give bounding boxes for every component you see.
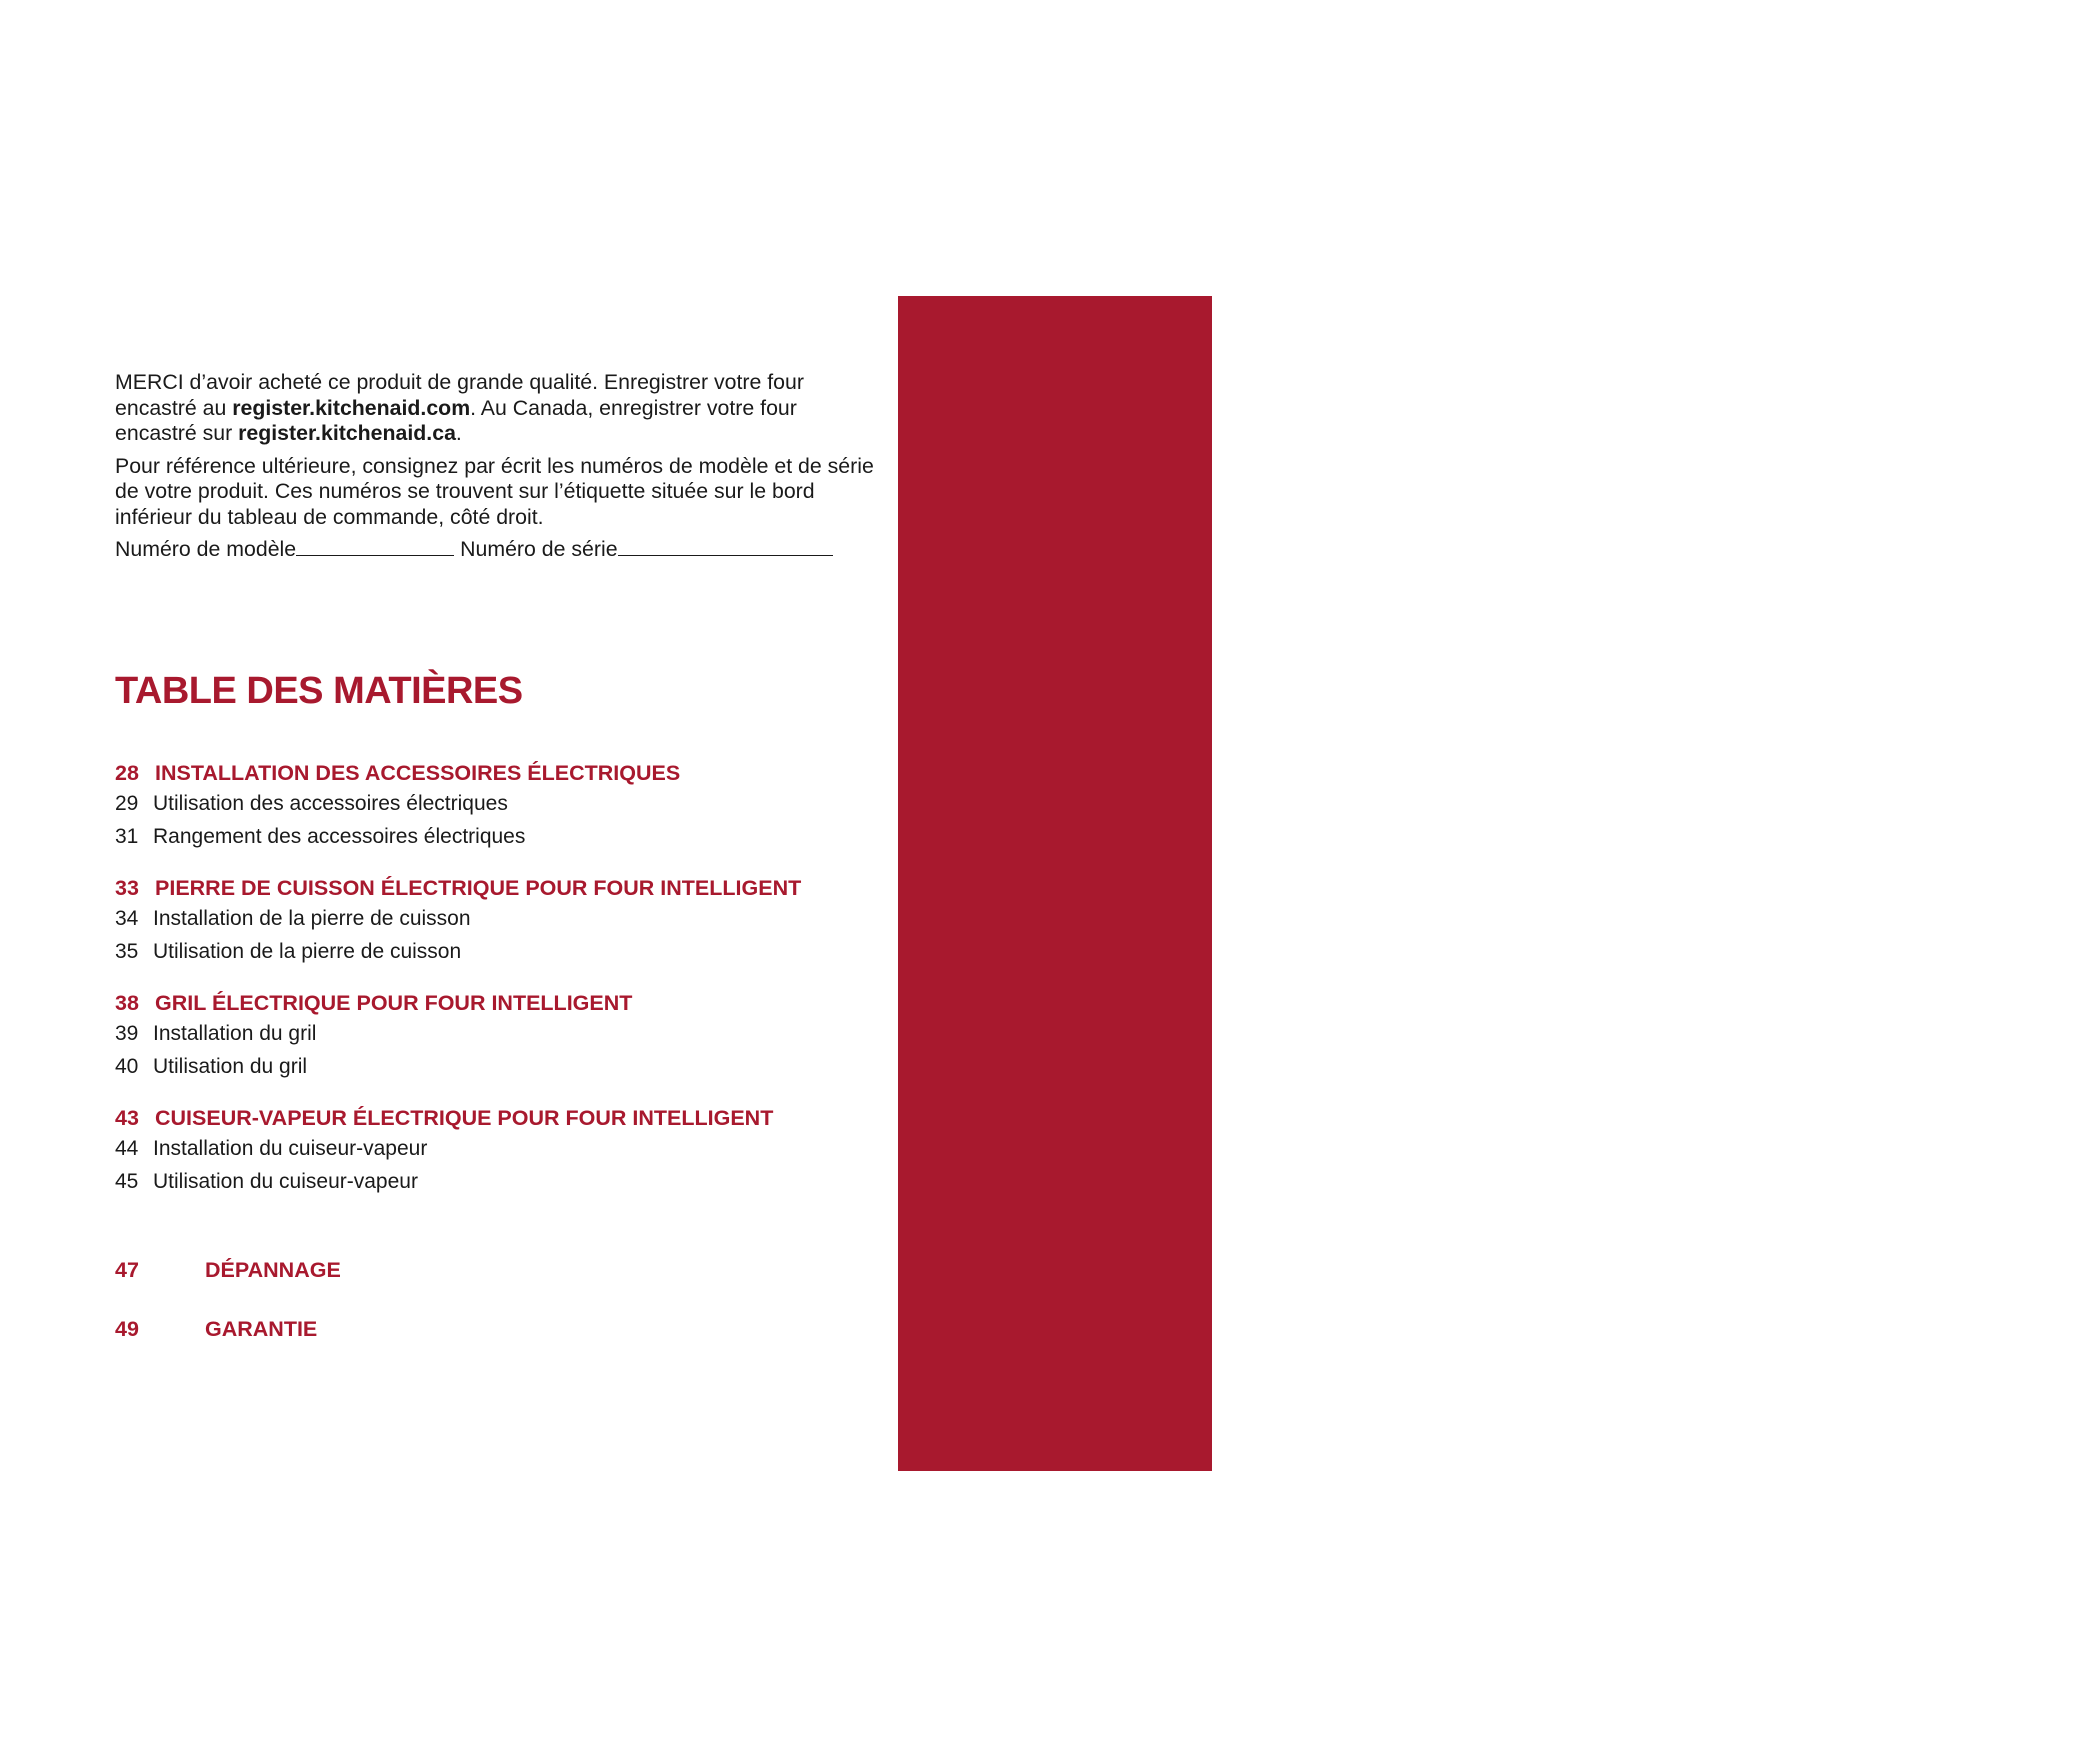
toc-section-heading[interactable]: 38 GRIL ÉLECTRIQUE POUR FOUR INTELLIGENT bbox=[115, 991, 633, 1015]
table-of-contents bbox=[115, 760, 875, 1220]
toc-depannage[interactable]: 47 DÉPANNAGE bbox=[115, 1258, 341, 1282]
number-fields bbox=[115, 537, 875, 563]
kitchenaid-logo: KitchenAid® bbox=[1829, 1645, 2023, 1676]
toc-section bbox=[115, 990, 875, 1086]
intro-text bbox=[115, 370, 875, 570]
intro-registration: MERCI d’avoir acheté ce produit de grande qualité. Enregistrer votre four encastré au register.kitchenaid.com. Au Canada, enregistrer votre four encastré sur register.kitchenaid.ca. bbox=[115, 370, 804, 445]
register-link-ca[interactable]: register.kitchenaid.ca bbox=[238, 421, 456, 445]
toc-section bbox=[115, 1105, 875, 1201]
toc-item[interactable]: 35 Utilisation de la pierre de cuisson bbox=[115, 940, 462, 963]
toc-section bbox=[115, 760, 875, 856]
intro-reference: Pour référence ultérieure, consignez par écrit les numéros de modèle et de série de votre produit. Ces numéros se trouvent sur l’étiquette située sur le bord inférieur du tableau de commande, côté droit. bbox=[115, 453, 874, 529]
model-number-blank bbox=[296, 537, 454, 556]
toc-item[interactable]: 39 Installation du gril bbox=[115, 1022, 317, 1045]
toc-item[interactable]: 45 Utilisation du cuiseur-vapeur bbox=[115, 1170, 418, 1193]
model-number-label: Numéro de modèle bbox=[115, 537, 297, 561]
serial-number-label: Numéro de série bbox=[460, 537, 618, 561]
toc-item[interactable]: 31 Rangement des accessoires électriques bbox=[115, 825, 526, 848]
brand-panel bbox=[898, 296, 2023, 1676]
toc-item[interactable]: 44 Installation du cuiseur-vapeur bbox=[115, 1137, 428, 1160]
toc-section-heading[interactable]: 43 CUISEUR-VAPEUR ÉLECTRIQUE POUR FOUR INTELLIGENT bbox=[115, 1106, 774, 1130]
toc-section bbox=[115, 875, 875, 971]
toc-section-heading[interactable]: 28 INSTALLATION DES ACCESSOIRES ÉLECTRIQUES bbox=[115, 761, 681, 785]
toc-item[interactable]: 40 Utilisation du gril bbox=[115, 1055, 308, 1078]
toc-item[interactable]: 29 Utilisation des accessoires électriques bbox=[115, 792, 508, 815]
toc-title: TABLE DES MATIÈRES bbox=[115, 670, 523, 712]
register-link-com[interactable]: register.kitchenaid.com bbox=[232, 395, 471, 420]
toc-section-heading[interactable]: 33 PIERRE DE CUISSON ÉLECTRIQUE POUR FOUR INTELLIGENT bbox=[115, 876, 802, 900]
toc-garantie[interactable]: 49 GARANTIE bbox=[115, 1317, 318, 1341]
toc-item[interactable]: 34 Installation de la pierre de cuisson bbox=[115, 907, 471, 930]
serial-number-blank bbox=[618, 537, 833, 556]
